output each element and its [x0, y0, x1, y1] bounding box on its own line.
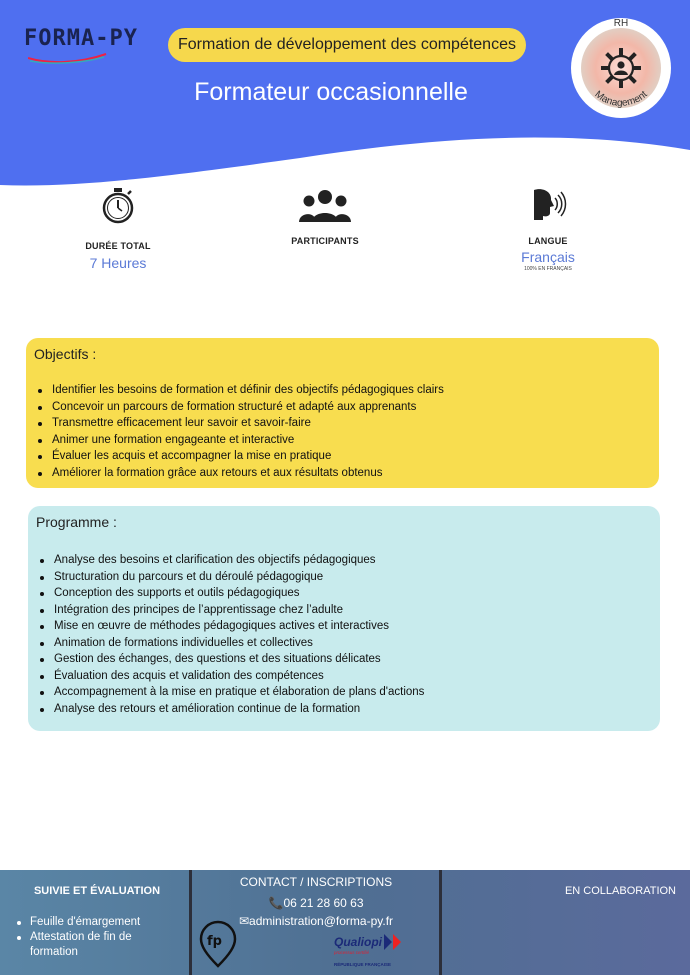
contact-phone[interactable]	[192, 896, 440, 910]
qualiopi-republique: RÉPUBLIQUE FRANÇAISE	[334, 962, 392, 967]
badge-top-label: RH	[613, 18, 629, 29]
collaboration-title: EN COLLABORATION	[564, 885, 676, 897]
list-item: Gestion des échanges, des questions et des situations délicates	[36, 651, 652, 668]
qualiopi-name: Qualiopi	[334, 935, 382, 949]
objectives-title: Objectifs :	[34, 346, 97, 362]
logo-text: FORMA-PY	[24, 26, 138, 51]
qualiopi-logo	[334, 934, 414, 967]
list-item: Feuille d'émargement	[14, 915, 174, 930]
list-item: Identifier les besoins de formation et définir des objectifs pédagogiques clairs	[34, 382, 651, 399]
rh-management-badge	[571, 18, 671, 118]
objectives-list	[34, 382, 651, 481]
list-item: Animer une formation engageante et interactive	[34, 432, 651, 449]
participants-info	[275, 186, 375, 246]
speaking-head-icon	[528, 186, 568, 224]
logo-swoosh-icon	[28, 52, 108, 64]
list-item: Animation de formations individuelles et collectives	[36, 635, 652, 652]
svg-text:Management: Management	[592, 88, 650, 109]
training-type-label: Formation de développement des compétences	[178, 36, 516, 53]
list-item: Améliorer la formation grâce aux retours et aux résultats obtenus	[34, 465, 651, 482]
duration-value: 7 Heures	[89, 255, 147, 271]
mail-icon: ✉	[238, 914, 250, 928]
duration-label: DURÉE TOTAL	[85, 241, 151, 251]
list-item: Mise en œuvre de méthodes pédagogiques actives et interactives	[36, 618, 652, 635]
group-people-icon	[298, 186, 352, 224]
svg-text:fp: fp	[207, 934, 222, 949]
language-value: Français	[521, 249, 575, 265]
qualiopi-subtitle: processus certifié	[334, 950, 370, 955]
footer	[0, 870, 690, 975]
list-item: Analyse des retours et amélioration continue de la formation	[36, 701, 652, 718]
stopwatch-icon	[101, 186, 135, 224]
contact-title: CONTACT / INSCRIPTIONS	[239, 875, 393, 889]
gear-person-icon	[600, 47, 642, 89]
list-item: Transmettre efficacement leur savoir et savoir-faire	[34, 415, 651, 432]
fp-logo-icon	[198, 920, 238, 970]
participants-label: PARTICIPANTS	[291, 236, 359, 246]
list-item: Concevoir un parcours de formation structuré et adapté aux apprenants	[34, 399, 651, 416]
duration-info	[68, 186, 168, 271]
qualiopi-arrows-icon	[382, 934, 404, 950]
list-item: Structuration du parcours et du déroulé pédagogique	[36, 569, 652, 586]
list-item: Analyse des besoins et clarification des objectifs pédagogiques	[36, 552, 652, 569]
training-type-pill	[168, 28, 526, 62]
programme-title: Programme :	[36, 514, 117, 530]
list-item: Conception des supports et outils pédagogiques	[36, 585, 652, 602]
phone-icon: 📞	[268, 896, 284, 910]
email-address: administration@forma-py.fr	[249, 914, 394, 928]
page-title: Formateur occasionnelle	[194, 78, 468, 106]
list-item: Accompagnement à la mise en pratique et élaboration de plans d'actions	[36, 684, 652, 701]
programme-list	[36, 552, 652, 717]
language-subtext: 100% EN FRANÇAIS	[524, 266, 572, 272]
evaluation-title: SUIVIE ET ÉVALUATION	[33, 885, 161, 897]
programme-section	[28, 506, 660, 731]
forma-py-logo	[24, 26, 144, 66]
language-info	[498, 186, 598, 272]
header-banner	[0, 0, 690, 190]
list-item: Intégration des principes de l’apprentissage chez l’adulte	[36, 602, 652, 619]
list-item: Évaluation des acquis et validation des compétences	[36, 668, 652, 685]
list-item: Évaluer les acquis et accompagner la mise en pratique	[34, 448, 651, 465]
language-label: LANGUE	[528, 236, 568, 246]
phone-number: 06 21 28 60 63	[283, 896, 364, 910]
evaluation-list	[14, 915, 174, 960]
objectives-section	[26, 338, 659, 488]
list-item: Attestation de fin de formation	[14, 930, 174, 960]
